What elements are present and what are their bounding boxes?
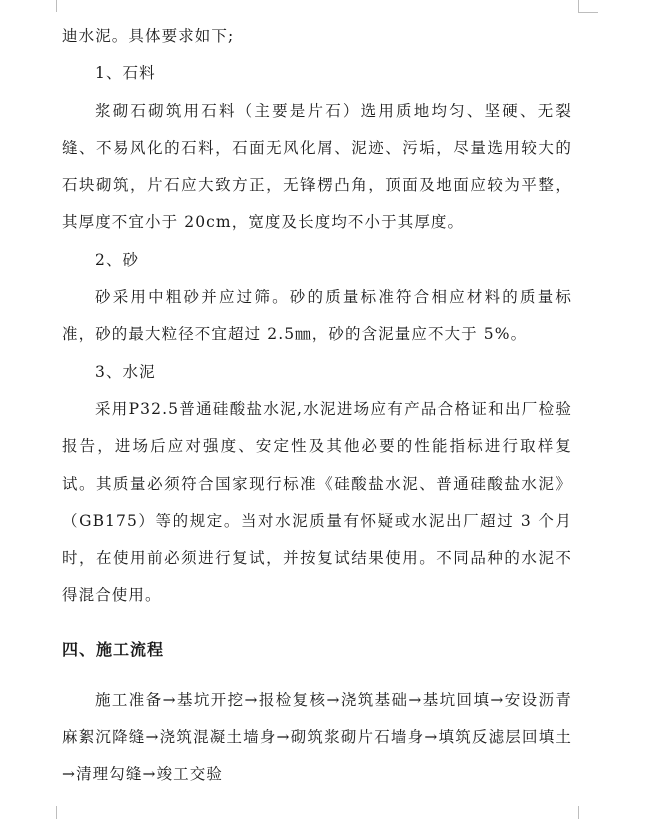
crop-mark-top-right-horizontal: [578, 12, 598, 13]
spacer: [62, 668, 572, 682]
item-1-title: 1、石料: [95, 64, 156, 83]
item-2-body: 砂采用中粗砂并应过筛。砂的质量标准符合相应材料的质量标准，砂的最大粒径不宜超过 2.5㎜，砂的含泥量应不大于 5%。: [62, 288, 572, 344]
crop-mark-bottom-left: [56, 806, 57, 819]
item-1-body: 浆砌石砌筑用石料（主要是片石）选用质地均匀、坚硬、无裂缝、不易风化的石料，石面无风化屑、泥迹、污垢，尽量选用较大的石块砌筑，片石应大致方正，无锋楞凸角，顶面及地面应较为平整，其厚度不宜小于 20cm，宽度及长度均不小于其厚度。: [62, 101, 572, 232]
crop-mark-top-right: [578, 0, 579, 12]
item-2-title: 2、砂: [95, 250, 140, 269]
section-4-body: 施工准备→基坑开挖→报检复核→浇筑基础→基坑回填→安设沥青麻絮沉降缝→浇筑混凝土墙身→砌筑浆砌片石墙身→填筑反滤层回填土→清理勾缝→竣工交验: [62, 690, 572, 784]
document-body: [62, 18, 572, 794]
crop-mark-bottom-right: [578, 806, 579, 819]
crop-mark-top-left: [56, 0, 57, 12]
spacer: [62, 615, 572, 631]
continued-line: 迪水泥。具体要求如下;: [62, 27, 235, 45]
item-3-body: 采用P32.5普通硅酸盐水泥,水泥进场应有产品合格证和出厂检验报告，进场后应对强度、安定性及其他必要的性能指标进行取样复试。其质量必须符合国家现行标准《硅酸盐水泥、普通硅酸盐水泥》（GB175）等的规定。当对水泥质量有怀疑或水泥出厂超过 3 个月时，在使用前必须进行复试，并按复试结果使用。不同品种的水泥不得混合使用。: [62, 399, 572, 605]
section-4-heading: 四、施工流程: [62, 639, 165, 659]
item-3-title: 3、水泥: [95, 362, 156, 381]
